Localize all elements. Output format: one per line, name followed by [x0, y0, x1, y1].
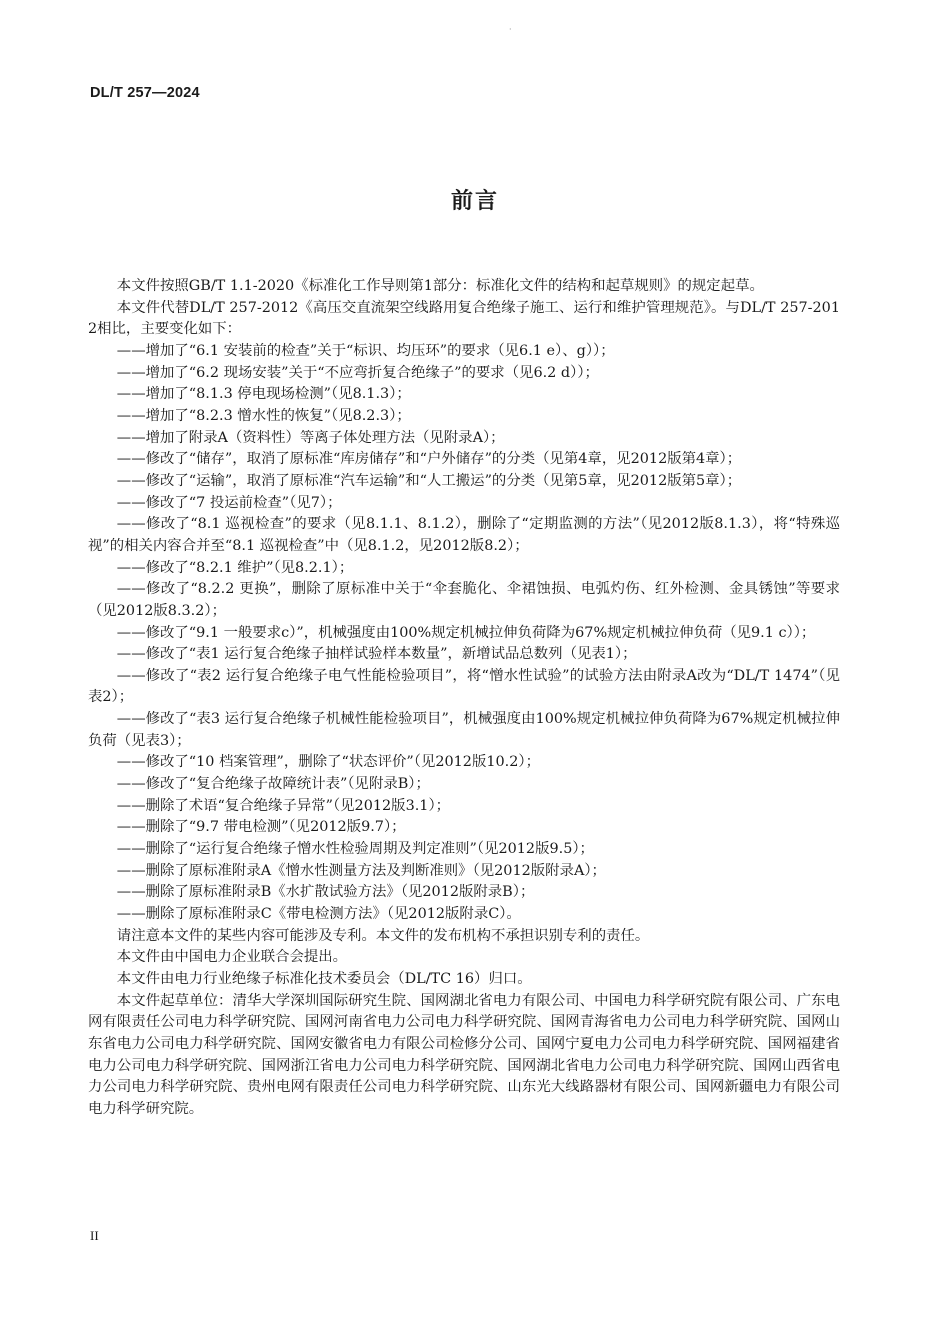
change-item: ——删除了“9.7 带电检测”（见2012版9.7）；	[116, 819, 406, 836]
change-item: ——增加了附录A（资料性）等离子体处理方法（见附录A）；	[116, 429, 505, 446]
committee-statement: 本文件由电力行业绝缘子标准化技术委员会（DL/TC 16）归口。	[116, 971, 532, 987]
change-item: ——修改了“表3 运行复合绝缘子机械性能检验项目”，机械强度由100%规定机械拉伸负荷降为67%规定机械拉伸负荷（见表3）；	[88, 711, 840, 749]
document-code: DL/T 257—2024	[90, 85, 200, 101]
change-item: ——修改了“复合绝缘子故障统计表”（见附录B）；	[116, 776, 430, 793]
change-item: ——修改了“8.2.1 维护”（见8.2.1）；	[116, 559, 354, 576]
change-item: ——修改了“表1 运行复合绝缘子抽样试验样本数量”，新增试品总数列（见表1）；	[116, 646, 637, 663]
change-item: ——删除了原标准附录B《水扩散试验方法》（见2012版附录B）；	[116, 884, 535, 901]
change-item: ——删除了原标准附录C《带电检测方法》（见2012版附录C）。	[116, 906, 521, 923]
page-number: II	[90, 1228, 99, 1243]
intro-paragraph: 本文件代替DL/T 257-2012《高压交直流架空线路用复合绝缘子施工、运行和维护管理规范》。与DL/T 257-2012相比，主要变化如下：	[88, 299, 840, 338]
change-item: ——修改了“储存”，取消了原标准“库房储存”和“户外储存”的分类（见第4章，见2012版第4章）；	[116, 451, 742, 468]
change-item: ——修改了“10 档案管理”，删除了“状态评价”（见2012版10.2）；	[116, 754, 540, 771]
change-item: ——修改了“9.1 一般要求c）”，机械强度由100%规定机械拉伸负荷降为67%规定机械拉伸负荷（见9.1 c））；	[116, 624, 816, 641]
change-item: ——删除了术语“复合绝缘子异常”（见2012版3.1）；	[116, 797, 451, 814]
change-item: ——增加了“8.1.3 停电现场检测”（见8.1.3）；	[116, 386, 411, 403]
drafting-units: 本文件起草单位：清华大学深圳国际研究生院、国网湖北省电力有限公司、中国电力科学研究院有限公司、广东电网有限责任公司电力科学研究院、国网河南省电力公司电力科学研究院、国网青海省电力公司电力科学研究院、国网山东省电力公司电力科学研究院、国网安徽省电力有限公司检修分公司、国网宁夏电力公司电力科学研究院、国网福建省电力公司电力科学研究院、国网浙江省电力公司电力科学研究院、国网湖北省电力公司电力科学研究院、国网山西省电力公司电力科学研究院、贵州电网有限责任公司电力科学研究院、山东光大线路器材有限公司、国网新疆电力有限公司电力科学研究院。	[88, 992, 840, 1117]
change-item: ——删除了“运行复合绝缘子憎水性检验周期及判定准则”（见2012版9.5）；	[116, 841, 594, 858]
change-item: ——增加了“6.2 现场安装”关于“不应弯折复合绝缘子”的要求（见6.2 d））；	[116, 364, 599, 381]
change-list	[88, 341, 840, 926]
change-item: ——修改了“8.1 巡视检查”的要求（见8.1.1、8.1.2），删除了“定期监测的方法”（见2012版8.1.3），将“特殊巡视”的相关内容合并至“8.1 巡视检查”中（见8.1.2，见2012版8.2）；	[88, 516, 840, 554]
change-item: ——删除了原标准附录A《憎水性测量方法及判断准则》（见2012版附录A）；	[116, 862, 606, 879]
change-item: ——修改了“运输”，取消了原标准“汽车运输”和“人工搬运”的分类（见第5章，见2012版第5章）；	[116, 472, 742, 489]
change-item: ——修改了“8.2.2 更换”，删除了原标准中关于“伞套脆化、伞裙蚀损、电弧灼伤、红外检测、金具锈蚀”等要求（见2012版8.3.2）；	[88, 581, 840, 619]
proposer-statement: 本文件由中国电力企业联合会提出。	[116, 949, 348, 966]
top-mark: ·	[509, 25, 512, 34]
change-item: ——增加了“8.2.3 憎水性的恢复”（见8.2.3）；	[116, 407, 411, 424]
intro-paragraph: 本文件按照GB/T 1.1-2020《标准化工作导则第1部分：标准化文件的结构和起草规则》的规定起草。	[116, 278, 764, 294]
change-item: ——修改了“表2 运行复合绝缘子电气性能检验项目”，将“憎水性试验”的试验方法由附录A改为“DL/T 1474”（见表2）；	[88, 667, 840, 706]
patent-notice: 请注意本文件的某些内容可能涉及专利。本文件的发布机构不承担识别专利的责任。	[116, 927, 650, 944]
change-item: ——修改了“7 投运前检查”（见7）；	[116, 494, 342, 511]
change-item: ——增加了“6.1 安装前的检查”关于“标识、均压环”的要求（见6.1 e）、g））；	[116, 342, 615, 359]
page-title: 前言	[450, 189, 499, 214]
foreword-body	[88, 276, 840, 1121]
